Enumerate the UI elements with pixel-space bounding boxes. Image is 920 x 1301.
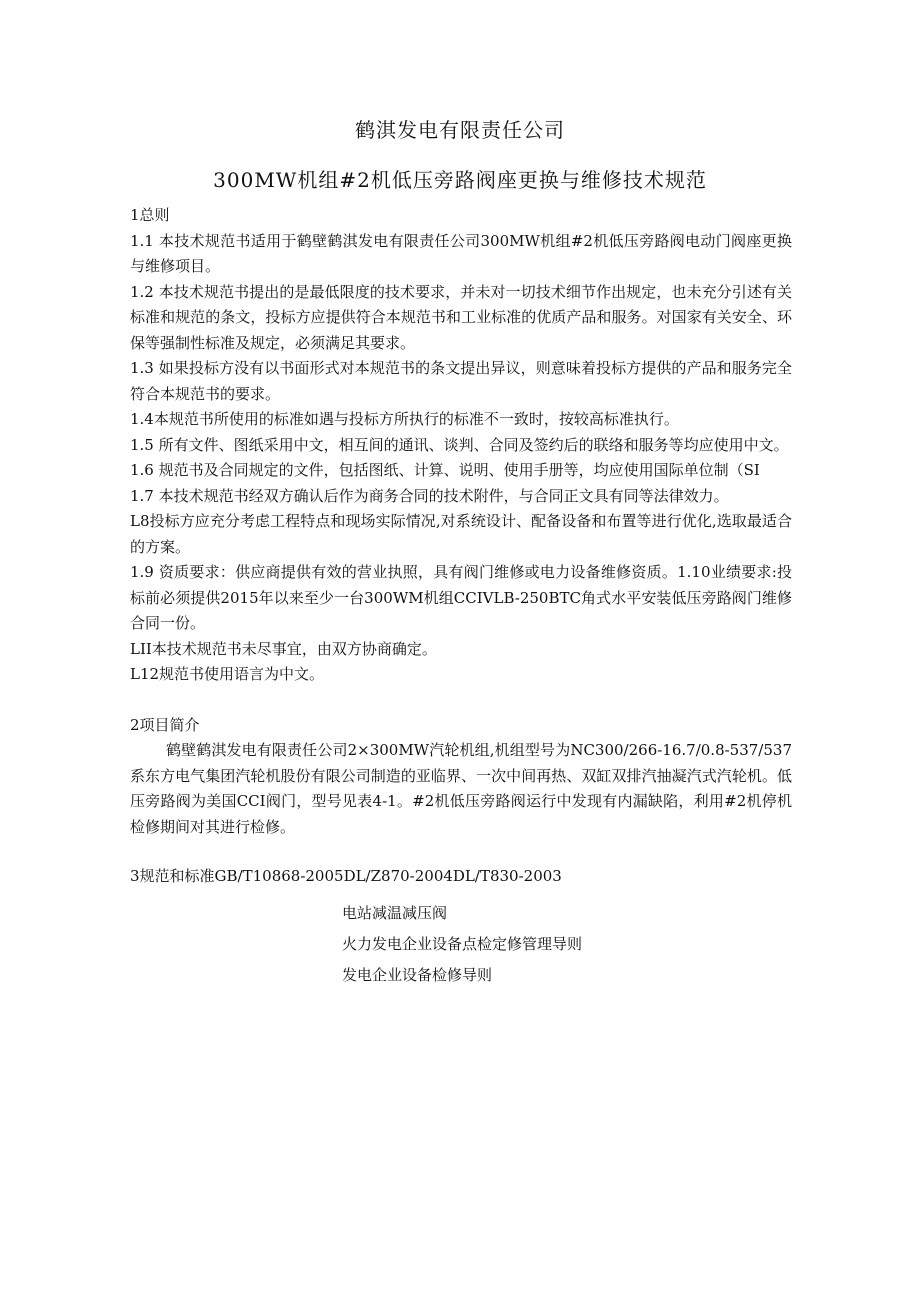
standard-item: 火力发电企业设备点检定修管理导则 — [342, 934, 583, 953]
project-description: 鹤壁鹤淇发电有限责任公司2×300MW汽轮机组,机组型号为NC300/266-16.7/0.8-537/537系东方电气集团汽轮机股份有限公司制造的亚临界、一次中间再热、双缸双排汽抽凝汽式汽轮机。低压旁路阀为美国CCI阀门，型号见表4-1。#2机低压旁路阀运行中发现有内漏缺陷，利用#2机停机检修期间对其进行检修。 — [130, 741, 792, 836]
clause-1-5: 1.5 所有文件、图纸采用中文，相互间的通讯、谈判、合同及签约后的联络和服务等均应使用中文。 — [130, 435, 789, 454]
clause-1-6: 1.6 规范书及合同规定的文件，包括图纸、计算、说明、使用手册等，均应使用国际单位制（SI — [130, 461, 760, 479]
clause-1-7: 1.7 本技术规范书经双方确认后作为商务合同的技术附件，与合同正文具有同等法律效力。 — [130, 486, 729, 505]
company-title: 鹤淇发电有限责任公司 — [355, 118, 565, 142]
clause-1-11: LII本技术规范书未尽事宜，由双方协商确定。 — [130, 639, 437, 658]
clause-1-9: 1.9 资质要求：供应商提供有效的营业执照，具有阀门维修或电力设备维修资质。1.10业绩要求:投标前必须提供2015年以来至少一台300WM机组CCIVLB-250BTC角式水平安装低压旁路阀门维修合同一份。 — [130, 563, 792, 632]
clause-1-1: 1.1 本技术规范书适用于鹤壁鹤淇发电有限责任公司300MW机组#2机低压旁路阀电动门阀座更换与维修项目。 — [130, 231, 792, 275]
clause-1-8: L8投标方应充分考虑工程特点和现场实际情况,对系统设计、配备设备和布置等进行优化,选取最适合的方案。 — [130, 512, 792, 556]
standard-item: 发电企业设备检修导则 — [342, 965, 493, 984]
section-general — [130, 203, 792, 688]
clause-1-4: 1.4本规范书所使用的标准如遇与投标方所执行的标准不一致时，按较高标准执行。 — [130, 410, 679, 428]
section-heading: 1总则 — [130, 206, 170, 224]
section-project-overview — [130, 713, 792, 841]
standards-list — [342, 898, 792, 991]
clause-1-3: 1.3 如果投标方没有以书面形式对本规范书的条文提出异议，则意味着投标方提供的产品和服务完全符合本规范书的要求。 — [130, 359, 792, 403]
document-body — [130, 203, 792, 991]
standard-item: 电站减温减压阀 — [342, 903, 448, 922]
clause-1-2: 1.2 本技术规范书提出的是最低限度的技术要求，并未对一切技术细节作出规定，也未充分引述有关标准和规范的条文，投标方应提供符合本规范书和工业标准的优质产品和服务。对国家有关安全、环保等强制性标准及规定，必须满足其要求。 — [130, 282, 792, 352]
section-standards — [130, 864, 792, 991]
document-title: 300MW机组#2机低压旁路阀座更换与维修技术规范 — [213, 168, 707, 192]
clause-1-12: L12规范书使用语言为中文。 — [130, 665, 325, 683]
section-heading: 3规范和标准GB/T10868-2005DL/Z870-2004DL/T830-2003 — [130, 867, 562, 885]
section-heading: 2项目简介 — [130, 715, 200, 734]
